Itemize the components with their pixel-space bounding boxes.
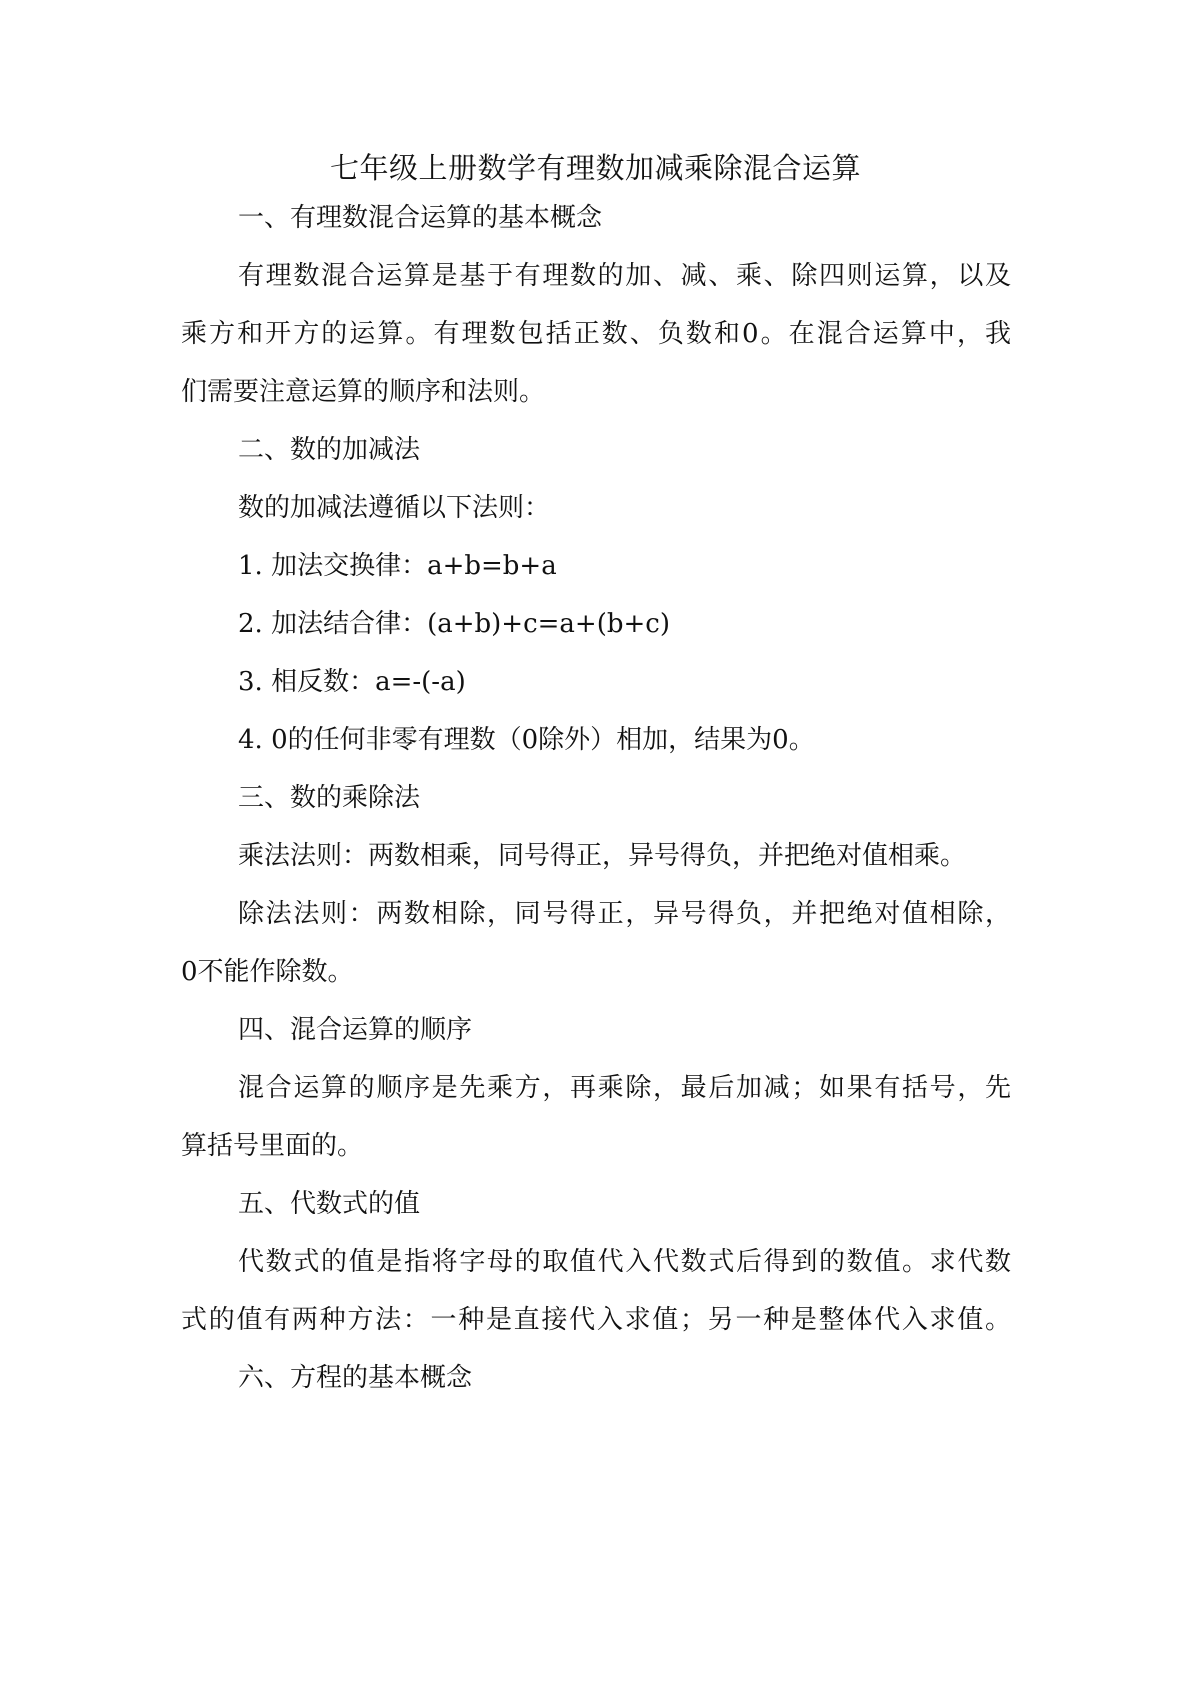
paragraph-line: 代数式的值是指将字母的取值代入代数式后得到的数值。求代数 bbox=[238, 1247, 1011, 1277]
page-title: 七年级上册数学有理数加减乘除混合运算 bbox=[329, 151, 861, 185]
paragraph-line: 混合运算的顺序是先乘方，再乘除，最后加减；如果有括号，先 bbox=[238, 1073, 1011, 1103]
paragraph-line: 有理数混合运算是基于有理数的加、减、乘、除四则运算，以及 bbox=[238, 261, 1011, 291]
paragraph-line: 们需要注意运算的顺序和法则。 bbox=[181, 377, 546, 407]
paragraph-line: 乘法法则：两数相乘，同号得正，异号得负，并把绝对值相乘。 bbox=[238, 841, 967, 871]
section-heading-6: 六、方程的基本概念 bbox=[238, 1363, 473, 1393]
section-heading-2: 二、数的加减法 bbox=[238, 435, 421, 465]
list-item: 1. 加法交换律：a+b=b+a bbox=[238, 551, 557, 581]
paragraph-line: 乘方和开方的运算。有理数包括正数、负数和0。在混合运算中，我 bbox=[181, 319, 1011, 349]
paragraph-line: 算括号里面的。 bbox=[181, 1131, 364, 1161]
section-heading-4: 四、混合运算的顺序 bbox=[238, 1015, 473, 1045]
paragraph-line: 0不能作除数。 bbox=[181, 957, 354, 987]
list-item: 3. 相反数：a=-(-a) bbox=[238, 667, 466, 697]
section-heading-3: 三、数的乘除法 bbox=[238, 783, 421, 813]
paragraph-line: 式的值有两种方法：一种是直接代入求值；另一种是整体代入求值。 bbox=[181, 1305, 1011, 1335]
section-heading-1: 一、有理数混合运算的基本概念 bbox=[238, 203, 603, 233]
paragraph-line: 数的加减法遵循以下法则： bbox=[238, 493, 551, 523]
list-item: 2. 加法结合律：(a+b)+c=a+(b+c) bbox=[238, 609, 670, 639]
paragraph-line: 除法法则：两数相除，同号得正，异号得负，并把绝对值相除， bbox=[238, 899, 1011, 929]
section-heading-5: 五、代数式的值 bbox=[238, 1189, 421, 1219]
list-item: 4. 0的任何非零有理数（0除外）相加，结果为0。 bbox=[238, 725, 815, 755]
